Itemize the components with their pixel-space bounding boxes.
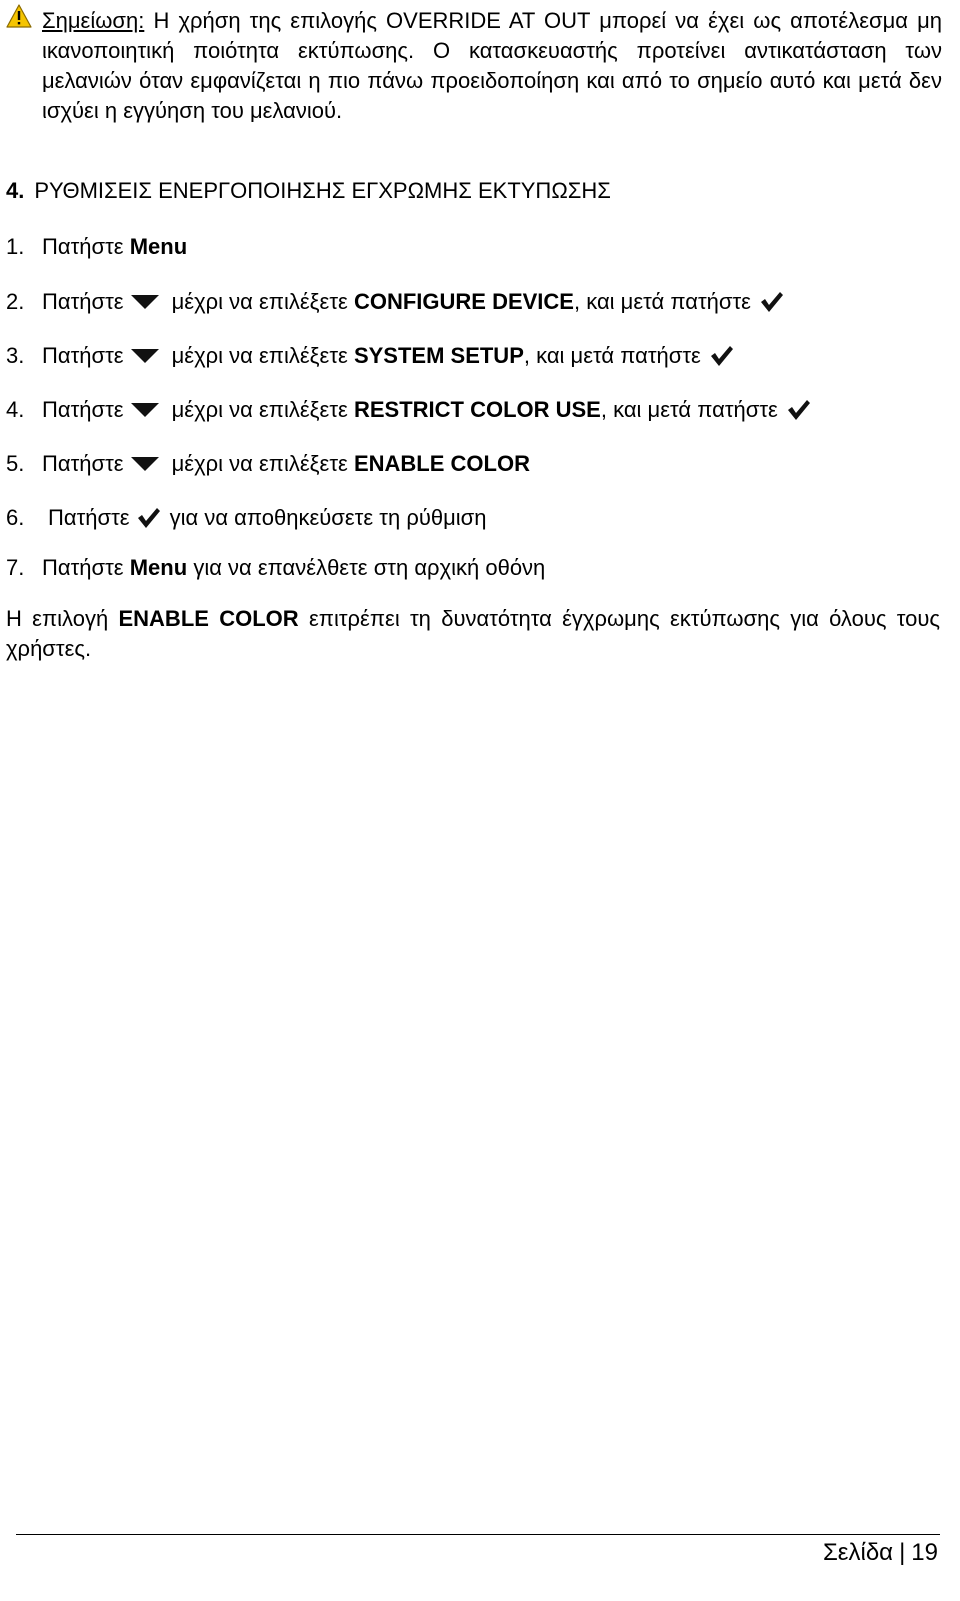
- step-text: Πατήστε: [42, 289, 124, 314]
- step-number: 4.: [6, 397, 25, 422]
- step-text: μέχρι να επιλέξετε: [171, 343, 348, 368]
- step-text: για να επανέλθετε στη αρχική οθόνη: [193, 555, 546, 580]
- page-number: 19: [911, 1539, 938, 1566]
- step-text: Πατήστε: [42, 555, 124, 580]
- section-heading: [6, 176, 611, 206]
- checkmark-icon: [136, 506, 162, 530]
- page-label: Σελίδα: [822, 1539, 894, 1566]
- checkmark-icon: [786, 398, 812, 422]
- step-7: [6, 553, 545, 583]
- step-number: 2.: [6, 289, 25, 314]
- section-number: 4.: [6, 178, 25, 203]
- footer-divider: [16, 1534, 940, 1535]
- step-4: [6, 395, 812, 425]
- down-arrow-icon: [130, 294, 160, 310]
- step-text: Πατήστε: [42, 397, 124, 422]
- step-text: Πατήστε: [48, 505, 130, 530]
- page-separator: |: [899, 1539, 906, 1566]
- checkmark-icon: [709, 344, 735, 368]
- step-6: [6, 503, 486, 533]
- step-text: Πατήστε: [42, 234, 124, 259]
- page-footer: [823, 1538, 938, 1568]
- enable-color-paragraph: [6, 604, 940, 664]
- step-text: Πατήστε: [42, 451, 124, 476]
- step-keyword: RESTRICT COLOR USE: [353, 397, 601, 422]
- step-keyword: Menu: [129, 555, 188, 580]
- paragraph-text: επιτρέπει τη δυνατότητα έγχρωμης εκτύπωσης για όλους τους χρήστες.: [6, 606, 940, 661]
- step-number: 7.: [6, 555, 25, 580]
- step-text: για να αποθηκεύσετε τη ρύθμιση: [169, 505, 487, 530]
- checkmark-icon: [759, 290, 785, 314]
- paragraph-keyword: ENABLE COLOR: [118, 606, 299, 631]
- note-paragraph: [42, 6, 942, 126]
- step-number: 5.: [6, 451, 25, 476]
- step-number: 6.: [6, 505, 25, 530]
- down-arrow-icon: [130, 456, 160, 472]
- warning-icon: [6, 4, 32, 28]
- step-keyword: CONFIGURE DEVICE: [353, 289, 574, 314]
- step-number: 1.: [6, 234, 25, 259]
- note-label: Σημείωση:: [42, 8, 145, 33]
- down-arrow-icon: [130, 402, 160, 418]
- note-text: Η χρήση της επιλογής OVERRIDE AT OUT μπορεί να έχει ως αποτέλεσμα μη ικανοποιητική ποιότητα εκτύπωσης. Ο κατασκευαστής προτείνει αντικατάσταση των μελανιών όταν εμφανίζεται η πιο πάνω προειδοποίηση και από το σημείο αυτό και μετά δεν ισχύει η εγγύηση του μελανιού.: [42, 8, 942, 123]
- section-title: ΡΥΘΜΙΣΕΙΣ ΕΝΕΡΓΟΠΟΙΗΣΗΣ ΕΓΧΡΩΜΗΣ ΕΚΤΥΠΩΣΗΣ: [34, 178, 611, 203]
- step-text: , και μετά πατήστε: [573, 289, 751, 314]
- step-2: [6, 287, 785, 317]
- step-text: μέχρι να επιλέξετε: [171, 451, 348, 476]
- step-keyword: Menu: [129, 234, 188, 259]
- step-text: μέχρι να επιλέξετε: [171, 397, 348, 422]
- step-text: , και μετά πατήστε: [523, 343, 701, 368]
- step-text: μέχρι να επιλέξετε: [171, 289, 348, 314]
- step-keyword: ENABLE COLOR: [353, 451, 530, 476]
- step-3: [6, 341, 735, 371]
- paragraph-text: Η επιλογή: [6, 606, 109, 631]
- step-number: 3.: [6, 343, 25, 368]
- step-1: [6, 232, 187, 262]
- step-keyword: SYSTEM SETUP: [353, 343, 524, 368]
- down-arrow-icon: [130, 348, 160, 364]
- step-text: Πατήστε: [42, 343, 124, 368]
- step-text: , και μετά πατήστε: [600, 397, 778, 422]
- step-5: [6, 449, 530, 479]
